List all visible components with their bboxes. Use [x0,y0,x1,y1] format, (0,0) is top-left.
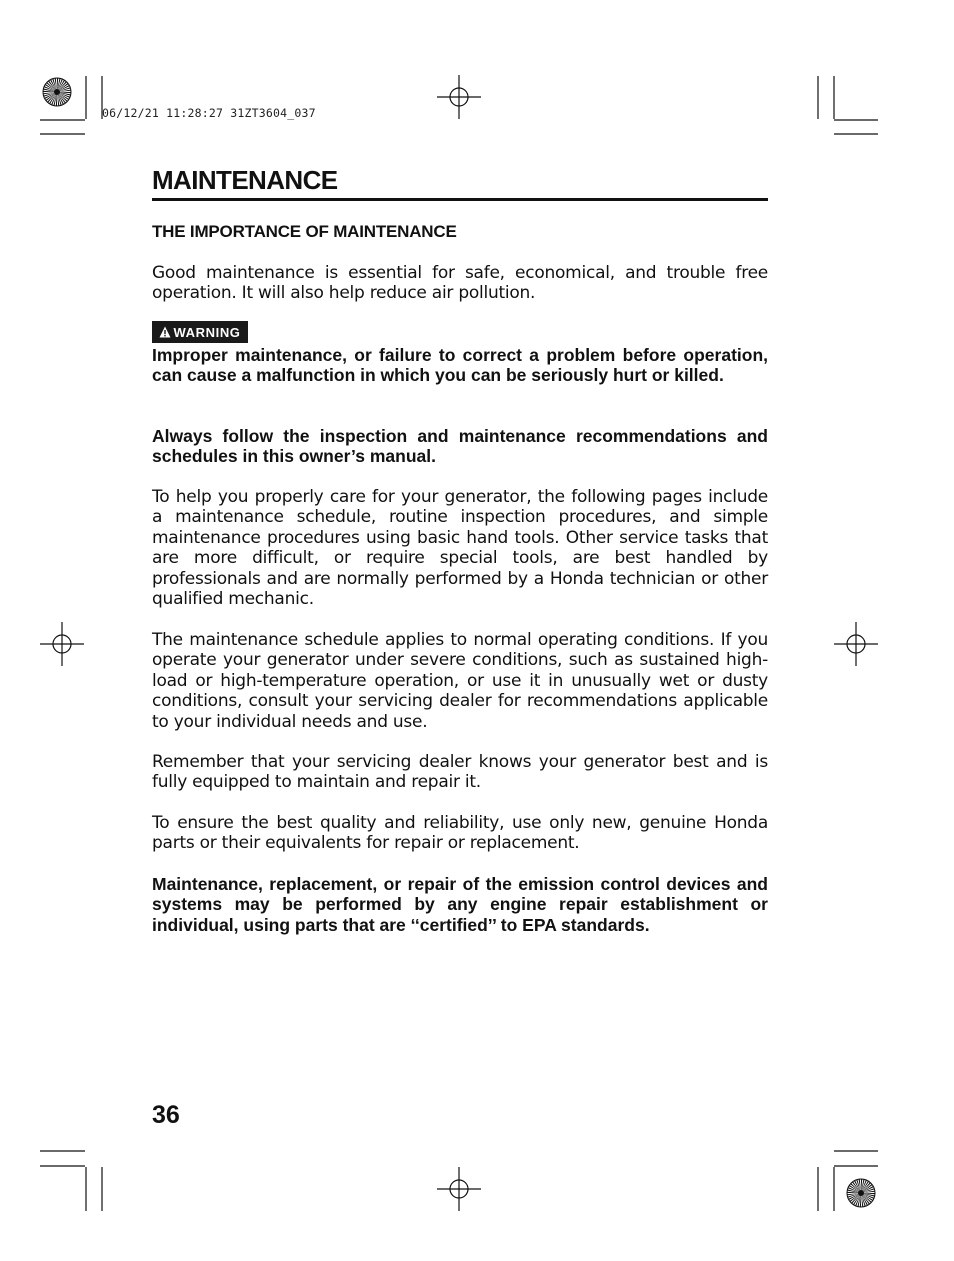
warning-label-text: WARNING [173,324,241,340]
emission-paragraph: Maintenance, replacement, or repair of the emission control devices and systems may be performed by any engine repair establishment or individual, using parts that are ‘‘certified’’ to EPA standards. [152,874,768,935]
dealer-paragraph: Remember that your servicing dealer knows your generator best and is fully equipped to maintain and repair it. [152,752,768,793]
parts-paragraph: To ensure the best quality and reliability, use only new, genuine Honda parts or their equivalents for repair or replacement. [152,813,768,854]
always-follow-paragraph: Always follow the inspection and maintenance recommendations and schedules in this owner’s manual. [152,426,768,467]
care-paragraph: To help you properly care for your generator, the following pages include a maintenance schedule, routine inspection procedures, and simple maintenance procedures using basic hand tools. Other service tasks that are more difficult, or require special tools, are best handled by professionals and are normally performed by a Honda technician or other qualified mechanic. [152,487,768,610]
crosshair-left [40,622,84,666]
intro-paragraph: Good maintenance is essential for safe, economical, and trouble free operation. It will also help reduce air pollution. [152,263,768,304]
page-title: MAINTENANCE [152,165,338,195]
starburst-target-bottom-right [847,1179,875,1207]
page-number: 36 [152,1101,180,1129]
warning-label [152,321,248,343]
section-subtitle: THE IMPORTANCE OF MAINTENANCE [152,222,457,241]
warning-paragraph: Improper maintenance, or failure to correct a problem before operation, can cause a malfunction in which you can be seriously hurt or killed. [152,345,768,386]
warning-triangle-icon [159,326,171,338]
crosshair-top [437,75,481,119]
starburst-target-top-left [43,78,71,106]
schedule-paragraph: The maintenance schedule applies to normal operating conditions. If you operate your generator under severe conditions, such as sustained high-load or high-temperature operation, or use it in unusually wet or dusty conditions, consult your servicing dealer for recommendations applicable to your individual needs and use. [152,630,768,732]
crosshair-right [834,622,878,666]
print-stamp: 06/12/21 11:28:27 31ZT3604_037 [102,106,316,120]
title-underline [152,198,768,201]
crosshair-bottom [437,1167,481,1211]
